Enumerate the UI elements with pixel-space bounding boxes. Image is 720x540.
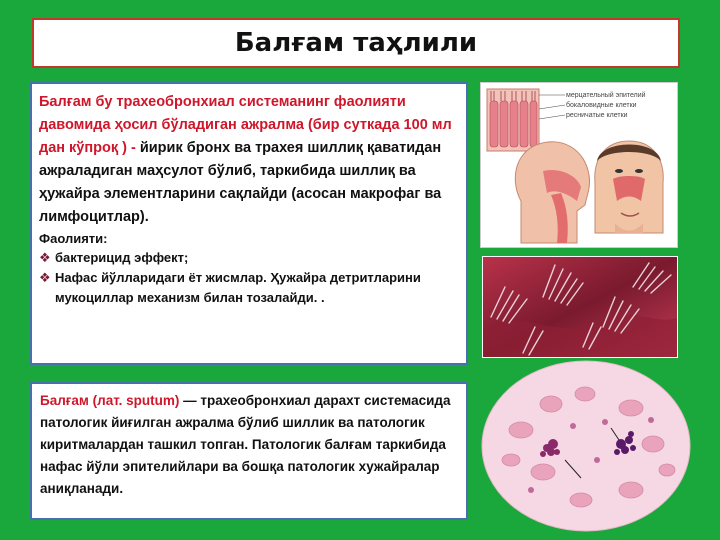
function-label: Фаолияти: bbox=[39, 231, 108, 246]
intro-paragraph bbox=[39, 91, 460, 229]
page-title: Балғам таҳлили bbox=[234, 28, 478, 58]
cilia-micrograph-image bbox=[482, 256, 678, 358]
figure-label-2: бокаловидные клетки bbox=[566, 102, 637, 109]
intro-text: йирик бронх ва трахея шиллиқ қаватидан ажраладиган маҳсулот бўлиб, таркибида шиллиқ ва ҳужайра элементларини сақлайди (асосан макрофаг ва лимфоцитлар). bbox=[39, 140, 442, 225]
sputum-paragraph bbox=[40, 390, 458, 500]
bullet-item bbox=[39, 268, 460, 308]
figure-label-3: ресничатые клетки bbox=[566, 112, 628, 119]
sputum-term: Балғам (лат. sputum) bbox=[40, 393, 180, 408]
title-box bbox=[32, 18, 680, 68]
face-front-drawing bbox=[595, 141, 663, 233]
definition-box bbox=[30, 82, 468, 365]
sputum-microscopy-image bbox=[481, 360, 691, 532]
diamond-bullet-icon: ❖ bbox=[39, 270, 51, 285]
anatomy-illustration bbox=[481, 83, 677, 247]
microscopy-illustration bbox=[481, 360, 691, 532]
bullet-text: Нафас йўлларидаги ёт жисмлар. Ҳужайра детритларини мукоциллар механизм билан тозалайди. . bbox=[55, 270, 421, 305]
sputum-dash: — bbox=[179, 393, 201, 408]
diamond-bullet-icon: ❖ bbox=[39, 250, 51, 265]
sputum-box bbox=[30, 382, 468, 520]
cilia-illustration bbox=[483, 257, 678, 358]
bullet-text: бактерицид эффект; bbox=[55, 250, 189, 265]
intro-highlight: Балғам бу трахеобронхиал системанинг фаолияти давомида ҳосил бўладиган ажралма (бир суткада 100 мл дан кўпроқ ) - bbox=[39, 94, 452, 156]
sputum-definition: трахеобронхиал дарахт системасида патологик йиғилган ажралма бўлиб шиллик ва патологик киритмалардан ташкил топган. Патологик балғам таркибида нафас йўли эпителийлари ва бошқа патологик хужайралар аниқланади. bbox=[40, 393, 451, 496]
figure-label-1: мерцательный эпителий bbox=[566, 92, 646, 99]
bullet-item bbox=[39, 248, 460, 268]
respiratory-anatomy-image bbox=[480, 82, 678, 248]
